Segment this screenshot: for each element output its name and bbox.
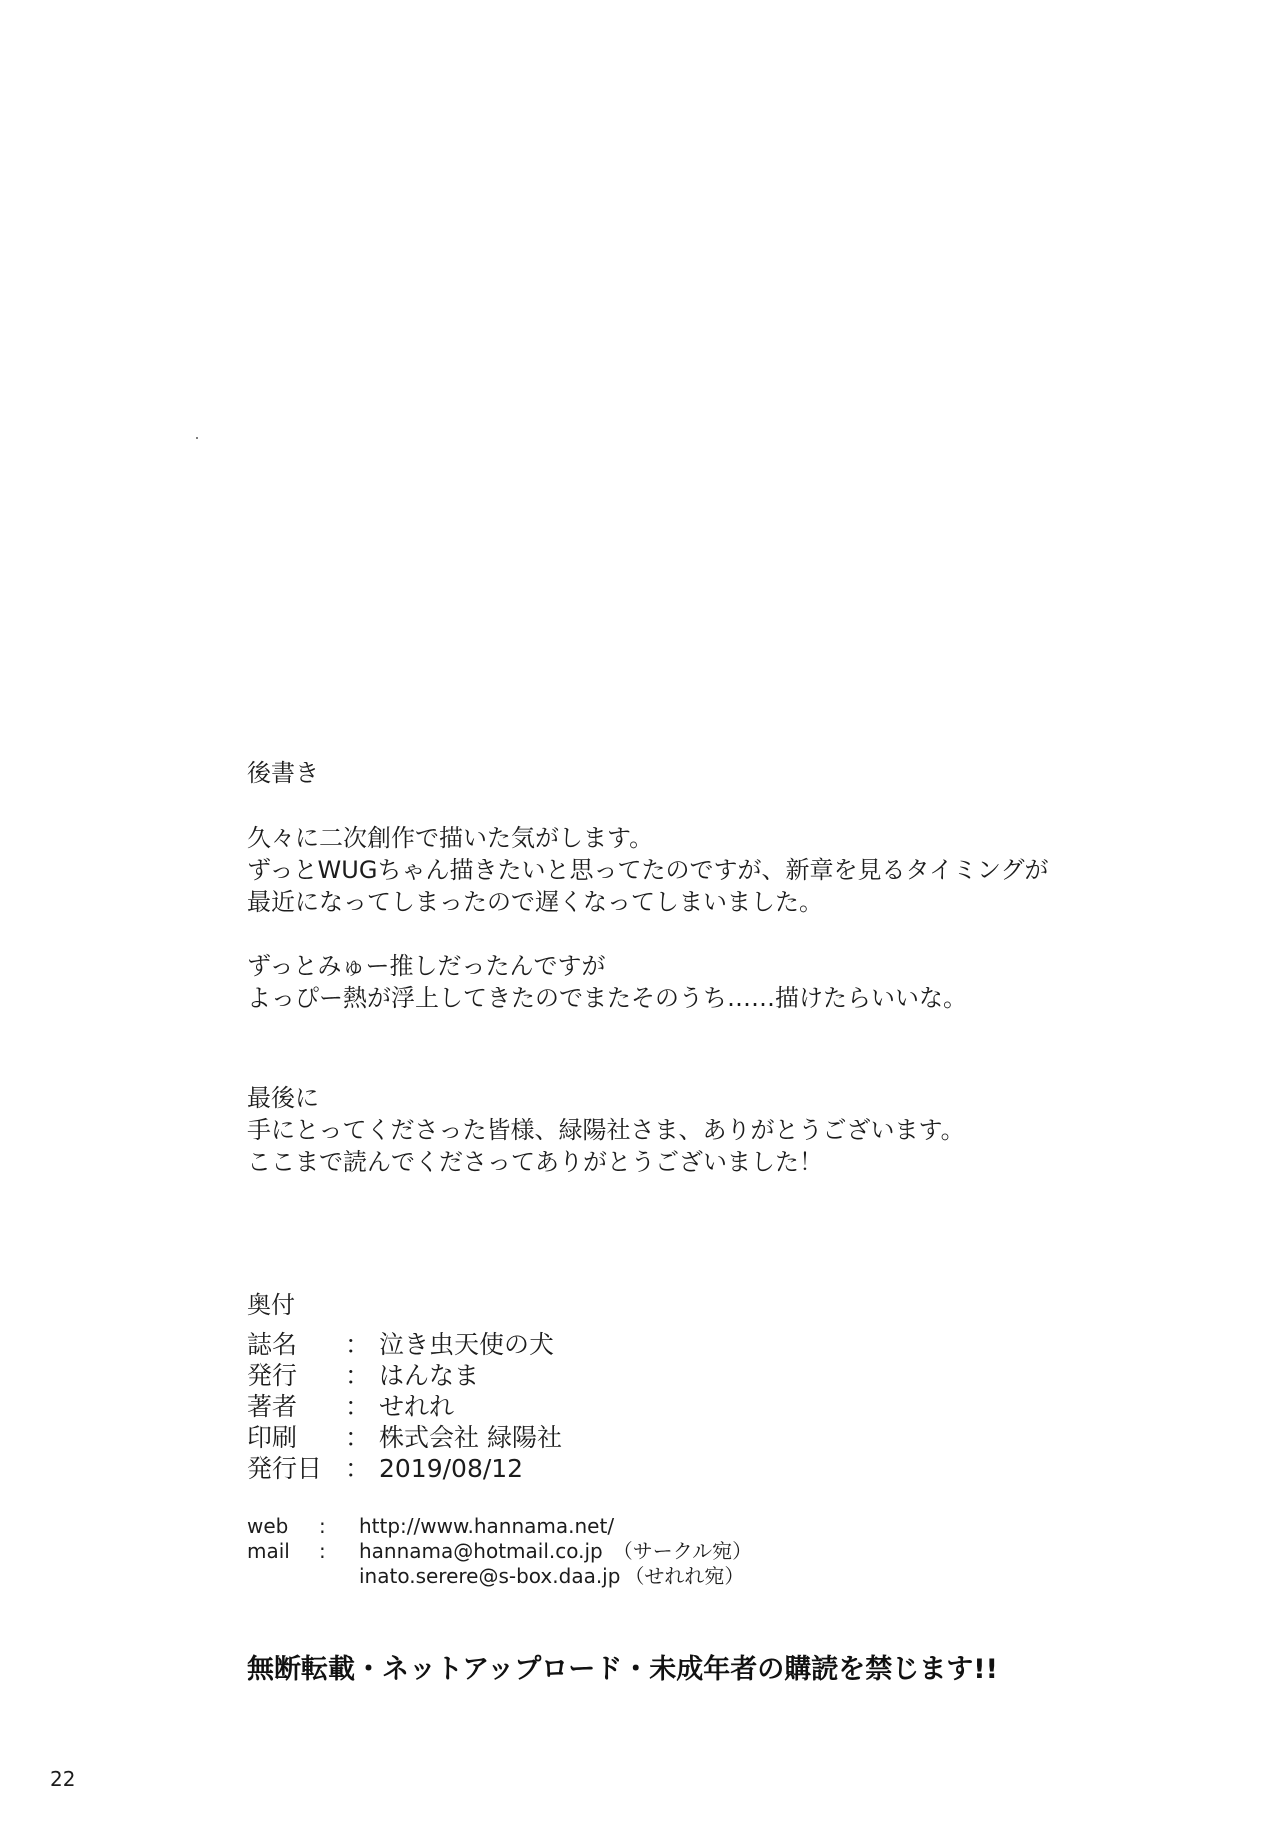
colophon-separator: ：: [345, 1454, 371, 1483]
afterword-title: 後書き: [247, 759, 319, 787]
contact-label: mail: [247, 1539, 290, 1563]
colophon-row-date: [247, 1453, 562, 1484]
colophon-value: はんなま: [379, 1361, 480, 1390]
colophon-row-title: [247, 1329, 562, 1360]
text-line: ずっとWUGちゃん描きたいと思ってたのですが、新章を見るタイミングが: [247, 856, 1049, 884]
colophon-separator: ：: [345, 1330, 371, 1359]
contact-separator: :: [319, 1514, 326, 1538]
contact-note: （サークル宛）: [612, 1539, 753, 1563]
colophon-row-printer: [247, 1422, 562, 1453]
copyright-warning: 無断転載・ネットアップロード・未成年者の購読を禁じます!!: [247, 1654, 998, 1685]
email-address: hannama@hotmail.co.jp: [359, 1539, 603, 1563]
colophon-value: せれれ: [379, 1392, 455, 1421]
text-line: 最近になってしまったので遅くなってしまいました。: [247, 888, 823, 916]
website-url: http://www.hannama.net/: [359, 1514, 615, 1538]
colophon-label: 発行: [247, 1361, 298, 1390]
scan-speck: [196, 437, 198, 439]
colophon-separator: ：: [345, 1423, 371, 1452]
contact-note: （せれれ宛）: [624, 1564, 745, 1588]
colophon-value: 2019/08/12: [379, 1454, 524, 1483]
contact-label: [247, 1564, 319, 1589]
colophon-separator: ：: [345, 1392, 371, 1421]
colophon-label: 著者: [247, 1392, 298, 1421]
afterword-paragraph-2: [247, 950, 967, 1014]
contact-label: web: [247, 1514, 289, 1538]
text-line: ここまで読んでくださってありがとうございました！: [247, 1148, 823, 1176]
afterword-paragraph-1: [247, 822, 1049, 918]
email-address: inato.serere@s-box.daa.jp: [359, 1564, 621, 1588]
colophon-row-publisher: [247, 1360, 562, 1391]
colophon-separator: ：: [345, 1361, 371, 1390]
text-line: よっぴー熱が浮上してきたのでまたそのうち……描けたらいいな。: [247, 984, 967, 1012]
colophon-title: 奥付: [247, 1291, 295, 1319]
text-line: ずっとみゅー推しだったんですが: [247, 952, 606, 980]
text-line: 久々に二次創作で描いた気がします。: [247, 824, 654, 852]
colophon-label: 誌名: [247, 1330, 298, 1359]
colophon-value: 泣き虫天使の犬: [379, 1330, 555, 1359]
contact-row-mail-author: [247, 1564, 752, 1589]
colophon-label: 発行日: [247, 1454, 323, 1483]
colophon-table: [247, 1329, 562, 1484]
colophon-value: 株式会社 緑陽社: [379, 1423, 562, 1452]
contact-table: [247, 1514, 752, 1589]
contact-row-web: [247, 1514, 752, 1539]
text-line: 最後に: [247, 1084, 319, 1112]
contact-separator: [319, 1564, 359, 1589]
page-number: 22: [50, 1767, 76, 1791]
text-line: 手にとってくださった皆様、緑陽社さま、ありがとうございます。: [247, 1116, 965, 1144]
contact-separator: :: [319, 1539, 326, 1563]
contact-row-mail-circle: [247, 1539, 752, 1564]
colophon-row-author: [247, 1391, 562, 1422]
colophon-label: 印刷: [247, 1423, 298, 1452]
afterword-paragraph-3: [247, 1082, 965, 1178]
